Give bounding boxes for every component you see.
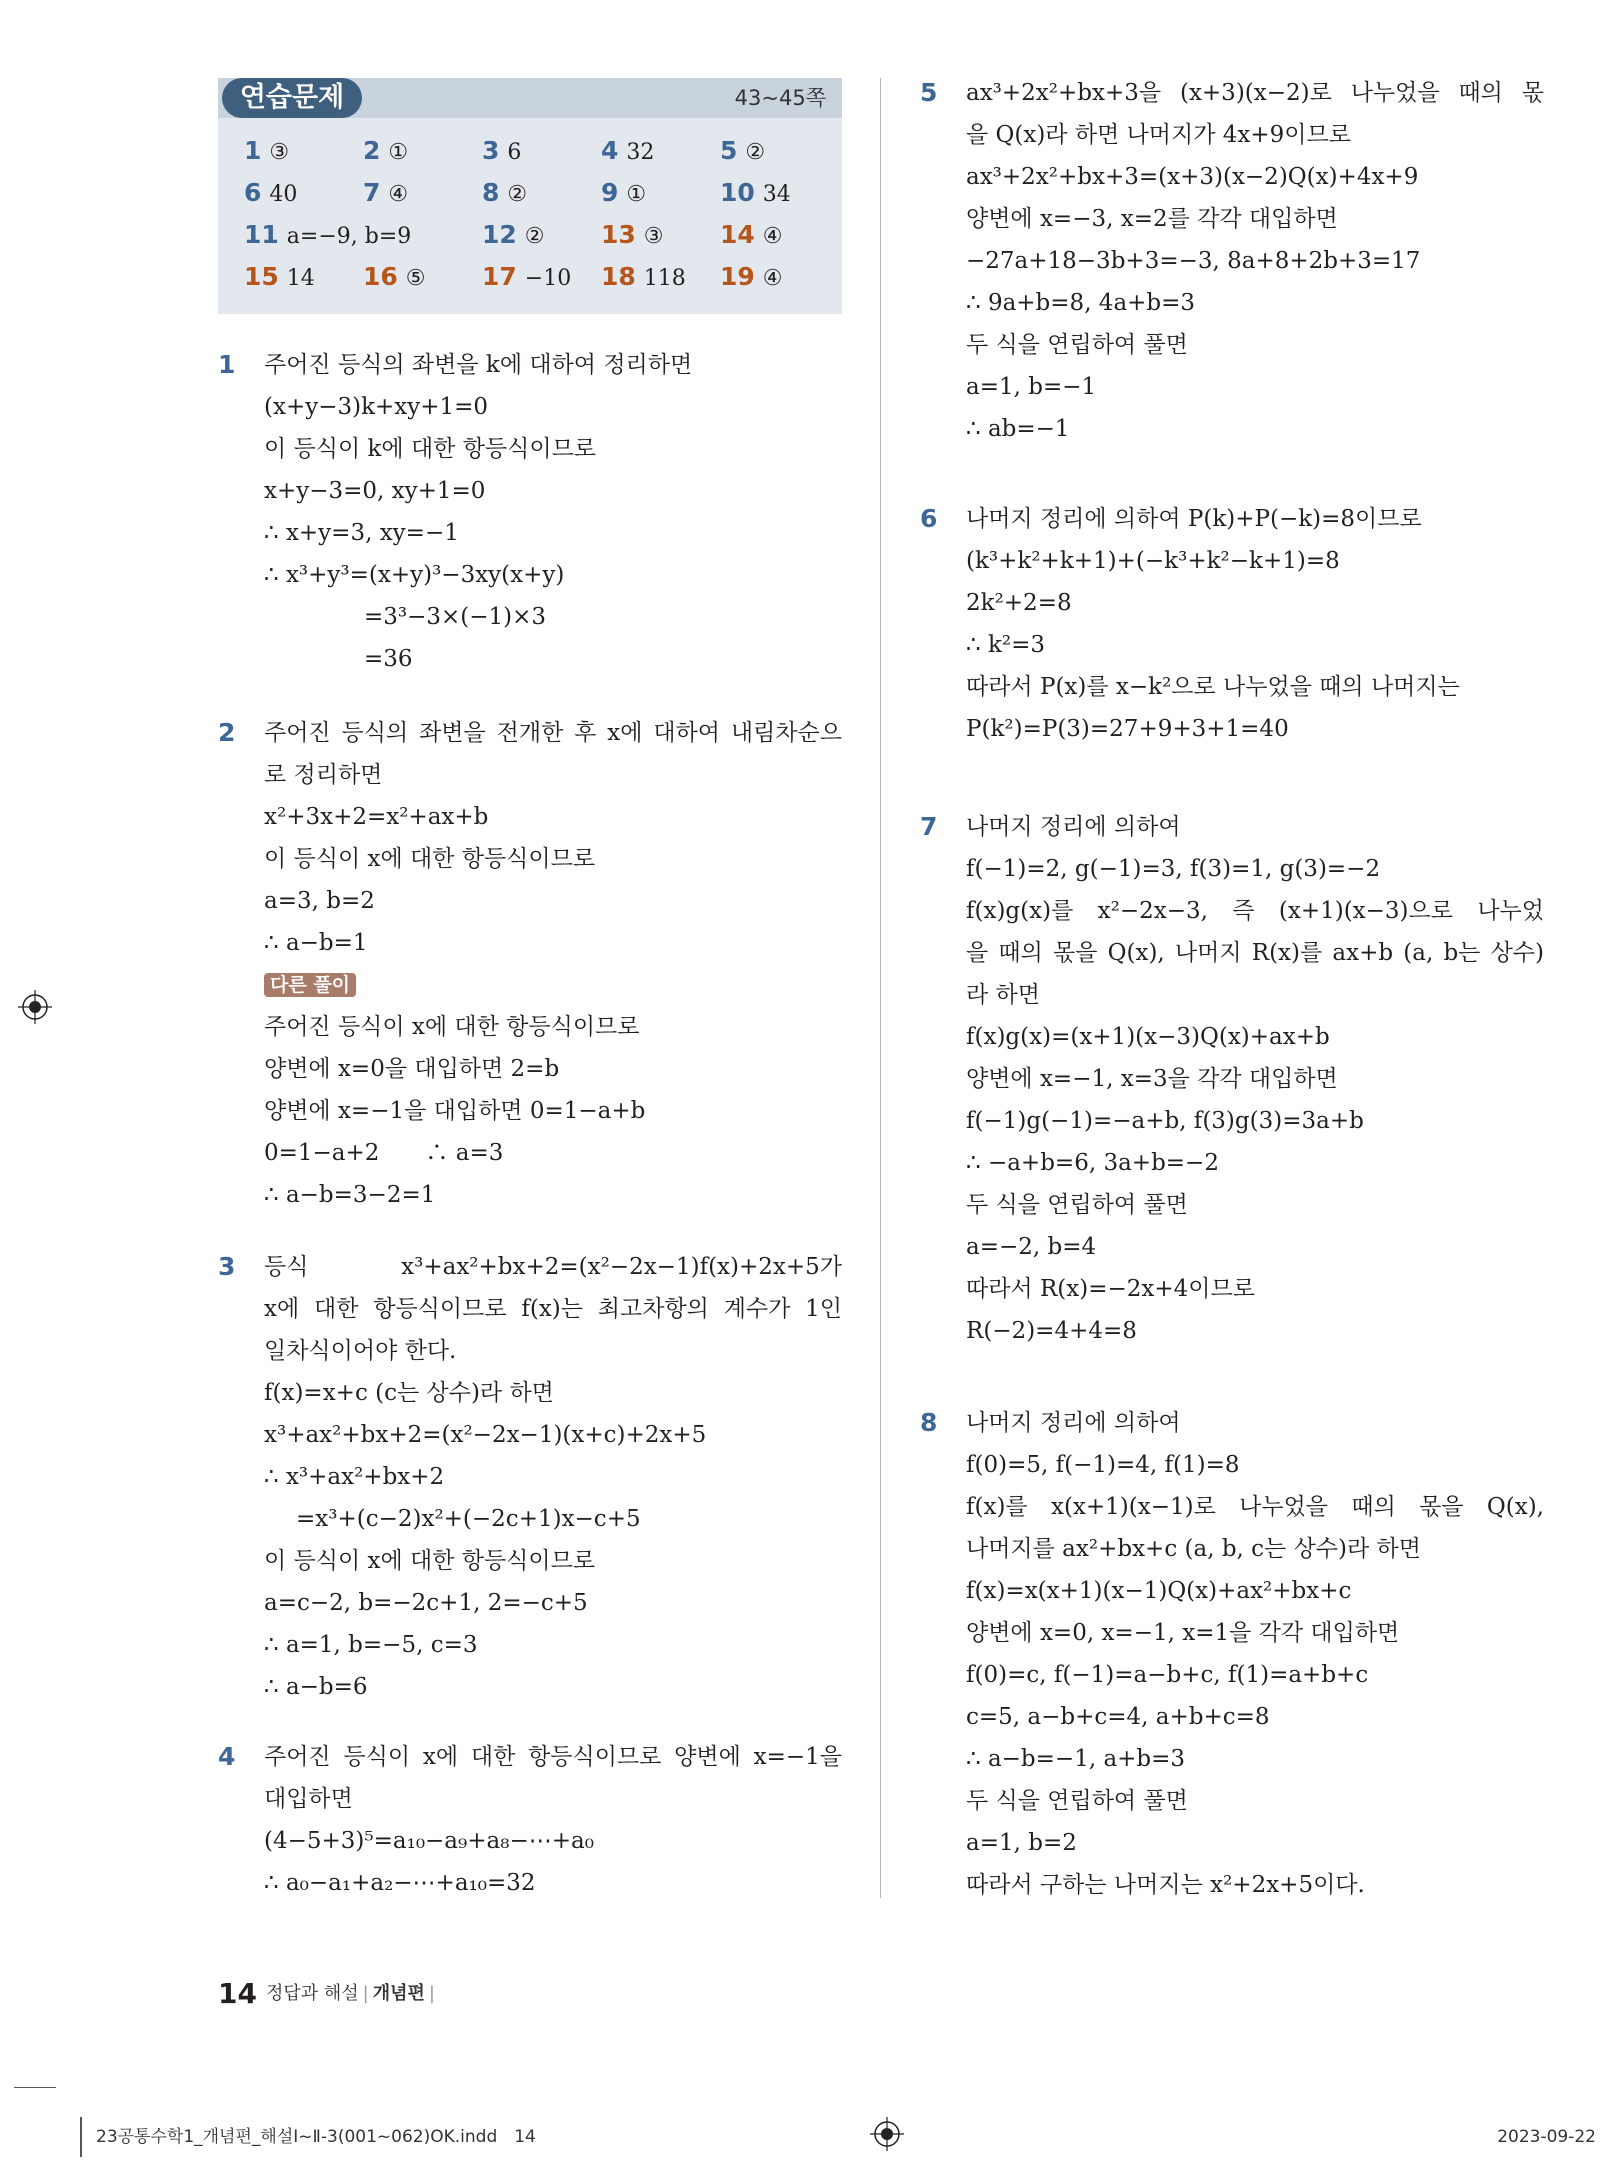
solution-line: P(k²)=P(3)=27+9+3+1=40 bbox=[966, 716, 1289, 742]
solution-line: a=1, b=2 bbox=[966, 1830, 1077, 1856]
answer-cell bbox=[482, 130, 601, 174]
answer-value: 34 bbox=[762, 182, 791, 207]
solution-number: 1 bbox=[218, 350, 236, 379]
answer-number: 11 bbox=[244, 220, 279, 249]
solution-line: 대입하면 bbox=[264, 1786, 353, 1812]
solution-line: −27a+18−3b+3=−3, 8a+8+2b+3=17 bbox=[966, 248, 1421, 274]
answer-number: 9 bbox=[601, 178, 619, 207]
answer-cell bbox=[720, 172, 839, 216]
answer-value: 6 bbox=[507, 140, 522, 165]
solution-number: 3 bbox=[218, 1252, 236, 1281]
solution-line: 주어진 등식의 좌변을 k에 대하여 정리하면 bbox=[264, 352, 693, 378]
footer-part: 개념편 bbox=[372, 1983, 425, 2004]
solution-line: (4−5+3)⁵=a₁₀−a₉+a₈−⋯+a₀ bbox=[264, 1828, 594, 1854]
solution-line: 두 식을 연립하여 풀면 bbox=[966, 1788, 1188, 1814]
answer-value: 118 bbox=[643, 266, 686, 291]
answer-value: 32 bbox=[626, 140, 655, 165]
answer-cell bbox=[601, 130, 720, 174]
answer-number: 5 bbox=[720, 136, 738, 165]
answer-row bbox=[244, 172, 839, 214]
solution-line: 이 등식이 x에 대한 항등식이므로 bbox=[264, 846, 596, 872]
solution-line: 양변에 x=−1을 대입하면 0=1−a+b bbox=[264, 1098, 646, 1124]
answer-cell bbox=[601, 214, 720, 258]
solution-line: ax³+2x²+bx+3=(x+3)(x−2)Q(x)+4x+9 bbox=[966, 164, 1419, 190]
solution-line: 을 Q(x)라 하면 나머지가 4x+9이므로 bbox=[966, 122, 1351, 148]
footer-section-label: 정답과 해설 | 개념편 | bbox=[266, 1983, 435, 2004]
solution-line: f(0)=c, f(−1)=a−b+c, f(1)=a+b+c bbox=[966, 1662, 1369, 1688]
solution-number: 7 bbox=[920, 812, 938, 841]
solution-line: a=1, b=−1 bbox=[966, 374, 1097, 400]
answer-value: ④ bbox=[388, 182, 409, 207]
answer-number: 19 bbox=[720, 262, 755, 291]
answer-value: ② bbox=[507, 182, 528, 207]
slug-date: 2023-09-22 bbox=[1497, 2127, 1596, 2147]
solution-line: 주어진 등식이 x에 대한 항등식이므로 bbox=[264, 1014, 640, 1040]
answer-number: 13 bbox=[601, 220, 636, 249]
answer-value: ② bbox=[745, 140, 766, 165]
solution-line: ∴ x³+y³=(x+y)³−3xy(x+y) bbox=[264, 562, 565, 588]
answer-cell bbox=[601, 256, 720, 300]
answer-cell bbox=[720, 214, 839, 258]
answer-value: −10 bbox=[524, 266, 572, 291]
solution-line: (k³+k²+k+1)+(−k³+k²−k+1)=8 bbox=[966, 548, 1340, 574]
answer-number: 17 bbox=[482, 262, 517, 291]
solution-line: x³+ax²+bx+2=(x²−2x−1)(x+c)+2x+5 bbox=[264, 1422, 707, 1448]
slug-file-name: 23공통수학1_개념편_해설Ⅰ~Ⅱ-3(001~062)OK.indd 14 bbox=[96, 2127, 536, 2147]
answer-cell bbox=[482, 172, 601, 216]
solution-line: ∴ −a+b=6, 3a+b=−2 bbox=[966, 1150, 1219, 1176]
solution-line: a=3, b=2 bbox=[264, 888, 375, 914]
answer-number: 10 bbox=[720, 178, 755, 207]
solution-line: R(−2)=4+4=8 bbox=[966, 1318, 1137, 1344]
column-divider bbox=[880, 78, 881, 1898]
solution-line: f(−1)g(−1)=−a+b, f(3)g(3)=3a+b bbox=[966, 1108, 1364, 1134]
answer-cell bbox=[244, 172, 363, 216]
answer-number: 14 bbox=[720, 220, 755, 249]
answer-value: 40 bbox=[269, 182, 298, 207]
solution-line: ax³+2x²+bx+3을 (x+3)(x−2)로 나누었을 때의 몫 bbox=[966, 80, 1544, 106]
solution-line: f(x)g(x)를 x²−2x−3, 즉 (x+1)(x−3)으로 나누었 bbox=[966, 898, 1544, 924]
solution-line: 일차식이어야 한다. bbox=[264, 1338, 457, 1364]
solution-line: 이 등식이 k에 대한 항등식이므로 bbox=[264, 436, 597, 462]
answer-row bbox=[244, 214, 839, 256]
solution-line: f(x)=x+c (c는 상수)라 하면 bbox=[264, 1380, 554, 1406]
solution-line: 2k²+2=8 bbox=[966, 590, 1072, 616]
solution-line: 따라서 P(x)를 x−k²으로 나누었을 때의 나머지는 bbox=[966, 674, 1460, 700]
answer-box-title: 연습문제 bbox=[222, 78, 362, 118]
solution-line: =36 bbox=[364, 646, 413, 672]
answer-number: 8 bbox=[482, 178, 500, 207]
solution-line: 양변에 x=0, x=−1, x=1을 각각 대입하면 bbox=[966, 1620, 1400, 1646]
answer-cell bbox=[363, 172, 482, 216]
solution-line: 나머지 정리에 의하여 P(k)+P(−k)=8이므로 bbox=[966, 506, 1422, 532]
answer-number: 1 bbox=[244, 136, 262, 165]
solution-line: a=−2, b=4 bbox=[966, 1234, 1097, 1260]
solution-line: 따라서 R(x)=−2x+4이므로 bbox=[966, 1276, 1255, 1302]
solution-line: ∴ a=1, b=−5, c=3 bbox=[264, 1632, 478, 1658]
solution-line: (x+y−3)k+xy+1=0 bbox=[264, 394, 489, 420]
answer-cell bbox=[601, 172, 720, 216]
answer-cell bbox=[363, 256, 482, 300]
solution-line: 0=1−a+2 ∴ a=3 bbox=[264, 1140, 504, 1166]
answer-box-page-range: 43~45쪽 bbox=[734, 86, 826, 110]
answer-value: ① bbox=[388, 140, 409, 165]
solution-number: 8 bbox=[920, 1408, 938, 1437]
solution-number: 6 bbox=[920, 504, 938, 533]
solution-number: 2 bbox=[218, 718, 236, 747]
footer-section: 정답과 해설 bbox=[266, 1983, 359, 2004]
solution-line: f(x)=x(x+1)(x−1)Q(x)+ax²+bx+c bbox=[966, 1578, 1352, 1604]
answer-number: 7 bbox=[363, 178, 381, 207]
solution-line: ∴ a₀−a₁+a₂−⋯+a₁₀=32 bbox=[264, 1870, 536, 1896]
solution-line: 양변에 x=−1, x=3을 각각 대입하면 bbox=[966, 1066, 1338, 1092]
solution-line: ∴ ab=−1 bbox=[966, 416, 1070, 442]
solution-line: x에 대한 항등식이므로 f(x)는 최고차항의 계수가 1인 bbox=[264, 1296, 842, 1322]
solution-line: 이 등식이 x에 대한 항등식이므로 bbox=[264, 1548, 596, 1574]
solution-line: ∴ x³+ax²+bx+2 bbox=[264, 1464, 445, 1490]
answer-value: a=−9, b=9 bbox=[286, 224, 412, 249]
answer-value: ③ bbox=[269, 140, 290, 165]
answer-number: 2 bbox=[363, 136, 381, 165]
answer-value: ⑤ bbox=[405, 266, 426, 291]
solution-line: 두 식을 연립하여 풀면 bbox=[966, 1192, 1188, 1218]
answer-number: 18 bbox=[601, 262, 636, 291]
solution-line: ∴ a−b=−1, a+b=3 bbox=[966, 1746, 1186, 1772]
registration-mark-icon bbox=[18, 990, 52, 1024]
solution-line: a=c−2, b=−2c+1, 2=−c+5 bbox=[264, 1590, 588, 1616]
solution-line: 나머지 정리에 의하여 bbox=[966, 1410, 1181, 1436]
solution-line: ∴ k²=3 bbox=[966, 632, 1046, 658]
solution-line: ∴ x+y=3, xy=−1 bbox=[264, 520, 459, 546]
answer-value: ④ bbox=[762, 266, 783, 291]
slug-divider bbox=[80, 2117, 82, 2157]
solution-line: ∴ a−b=1 bbox=[264, 930, 368, 956]
solution-line: ∴ a−b=3−2=1 bbox=[264, 1182, 436, 1208]
answer-row bbox=[244, 130, 839, 172]
solution-line: ∴ a−b=6 bbox=[264, 1674, 368, 1700]
answer-box-header bbox=[218, 78, 842, 118]
registration-mark-icon bbox=[870, 2117, 904, 2151]
solution-line: =x³+(c−2)x²+(−2c+1)x−c+5 bbox=[296, 1506, 641, 1532]
alternative-solution-tag: 다른 풀이 bbox=[264, 973, 356, 997]
answer-cell bbox=[244, 130, 363, 174]
answer-value: ① bbox=[626, 182, 647, 207]
answer-number: 3 bbox=[482, 136, 500, 165]
answer-cell bbox=[363, 130, 482, 174]
answer-number: 12 bbox=[482, 220, 517, 249]
solution-line: x+y−3=0, xy+1=0 bbox=[264, 478, 486, 504]
answer-number: 6 bbox=[244, 178, 262, 207]
solution-line: 로 정리하면 bbox=[264, 762, 383, 788]
solution-line: ∴ 9a+b=8, 4a+b=3 bbox=[966, 290, 1196, 316]
solution-line: 양변에 x=0을 대입하면 2=b bbox=[264, 1056, 560, 1082]
page-number: 14 bbox=[218, 1977, 257, 2010]
solution-line: 나머지를 ax²+bx+c (a, b, c는 상수)라 하면 bbox=[966, 1536, 1421, 1562]
answer-grid bbox=[244, 130, 839, 298]
solution-line: 등식 x³+ax²+bx+2=(x²−2x−1)f(x)+2x+5가 bbox=[264, 1254, 842, 1280]
answer-summary-box bbox=[218, 78, 842, 314]
answer-number: 15 bbox=[244, 262, 279, 291]
solution-line: f(x)를 x(x+1)(x−1)로 나누었을 때의 몫을 Q(x), bbox=[966, 1494, 1544, 1520]
solution-line: 주어진 등식이 x에 대한 항등식이므로 양변에 x=−1을 bbox=[264, 1744, 842, 1770]
answer-cell bbox=[482, 214, 601, 258]
solution-line: 라 하면 bbox=[966, 982, 1040, 1008]
answer-row bbox=[244, 256, 839, 298]
answer-value: ② bbox=[524, 224, 545, 249]
solution-line: 따라서 구하는 나머지는 x²+2x+5이다. bbox=[966, 1872, 1365, 1898]
solution-line: 주어진 등식의 좌변을 전개한 후 x에 대하여 내림차순으 bbox=[264, 720, 842, 746]
crop-mark bbox=[14, 2087, 56, 2088]
answer-number: 4 bbox=[601, 136, 619, 165]
solution-line: =3³−3×(−1)×3 bbox=[364, 604, 547, 630]
solution-line: f(0)=5, f(−1)=4, f(1)=8 bbox=[966, 1452, 1240, 1478]
answer-value: ③ bbox=[643, 224, 664, 249]
solution-number: 5 bbox=[920, 78, 938, 107]
solution-number: 4 bbox=[218, 1742, 236, 1771]
solution-line: x²+3x+2=x²+ax+b bbox=[264, 804, 489, 830]
solution-line: 을 때의 몫을 Q(x), 나머지 R(x)를 ax+b (a, b는 상수) bbox=[966, 940, 1544, 966]
solution-line: f(x)g(x)=(x+1)(x−3)Q(x)+ax+b bbox=[966, 1024, 1330, 1050]
answer-value: 14 bbox=[286, 266, 315, 291]
answer-cell bbox=[720, 130, 839, 174]
solution-line: 양변에 x=−3, x=2를 각각 대입하면 bbox=[966, 206, 1338, 232]
answer-cell bbox=[482, 256, 601, 300]
solution-line: 나머지 정리에 의하여 bbox=[966, 814, 1181, 840]
answer-number: 16 bbox=[363, 262, 398, 291]
answer-cell bbox=[244, 256, 363, 300]
solution-line: c=5, a−b+c=4, a+b+c=8 bbox=[966, 1704, 1270, 1730]
solution-line: f(−1)=2, g(−1)=3, f(3)=1, g(3)=−2 bbox=[966, 856, 1381, 882]
answer-cell bbox=[244, 214, 482, 258]
answer-cell bbox=[720, 256, 839, 300]
solution-line: 두 식을 연립하여 풀면 bbox=[966, 332, 1188, 358]
answer-value: ④ bbox=[762, 224, 783, 249]
